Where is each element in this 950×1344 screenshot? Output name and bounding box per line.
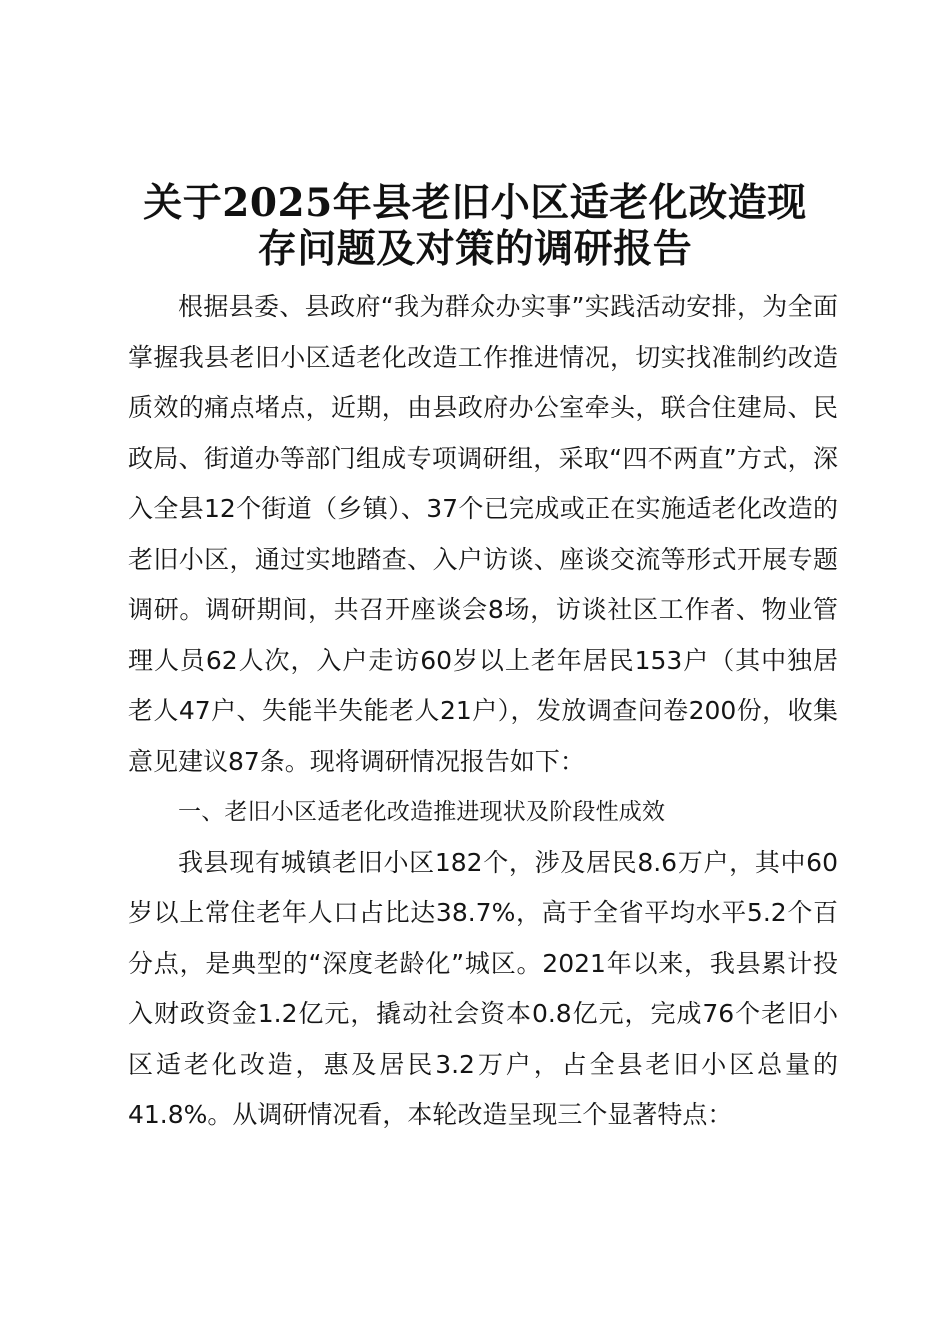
title-line-2: 存问题及对策的调研报告: [257, 226, 693, 272]
intro-paragraph: 根据县委、县政府“我为群众办实事”实践活动安排，为全面掌握我县老旧小区适老化改造工作推进情况，切实找准制约改造质效的痛点堵点，近期，由县政府办公室牵头，联合住建局、民政局、街道办等部门组成专项调研组，采取“四不两直”方式，深入全县12个街道（乡镇）、37个已完成或正在实施适老化改造的老旧小区，通过实地踏查、入户访谈、座谈交流等形式开展专题调研。调研期间，共召开座谈会8场，访谈社区工作者、物业管理人员62人次，入户走访60岁以上老年居民153户（其中独居老人47户、失能半失能老人21户），发放调查问卷200份，收集意见建议87条。现将调研情况报告如下：: [128, 292, 838, 776]
document-body: [128, 282, 838, 1141]
status-paragraph: 我县现有城镇老旧小区182个，涉及居民8.6万户，其中60岁以上常住老年人口占比达38.7%，高于全省平均水平5.2个百分点，是典型的“深度老龄化”城区。2021年以来，我县累计投入财政资金1.2亿元，撬动社会资本0.8亿元，完成76个老旧小区适老化改造，惠及居民3.2万户，占全县老旧小区总量的41.8%。从调研情况看，本轮改造呈现三个显著特点：: [128, 847, 838, 1129]
title-line-1: 关于2025年县老旧小区适老化改造现: [143, 180, 807, 226]
section-heading: 一、老旧小区适老化改造推进现状及阶段性成效: [178, 799, 666, 825]
document-title: [110, 180, 840, 272]
